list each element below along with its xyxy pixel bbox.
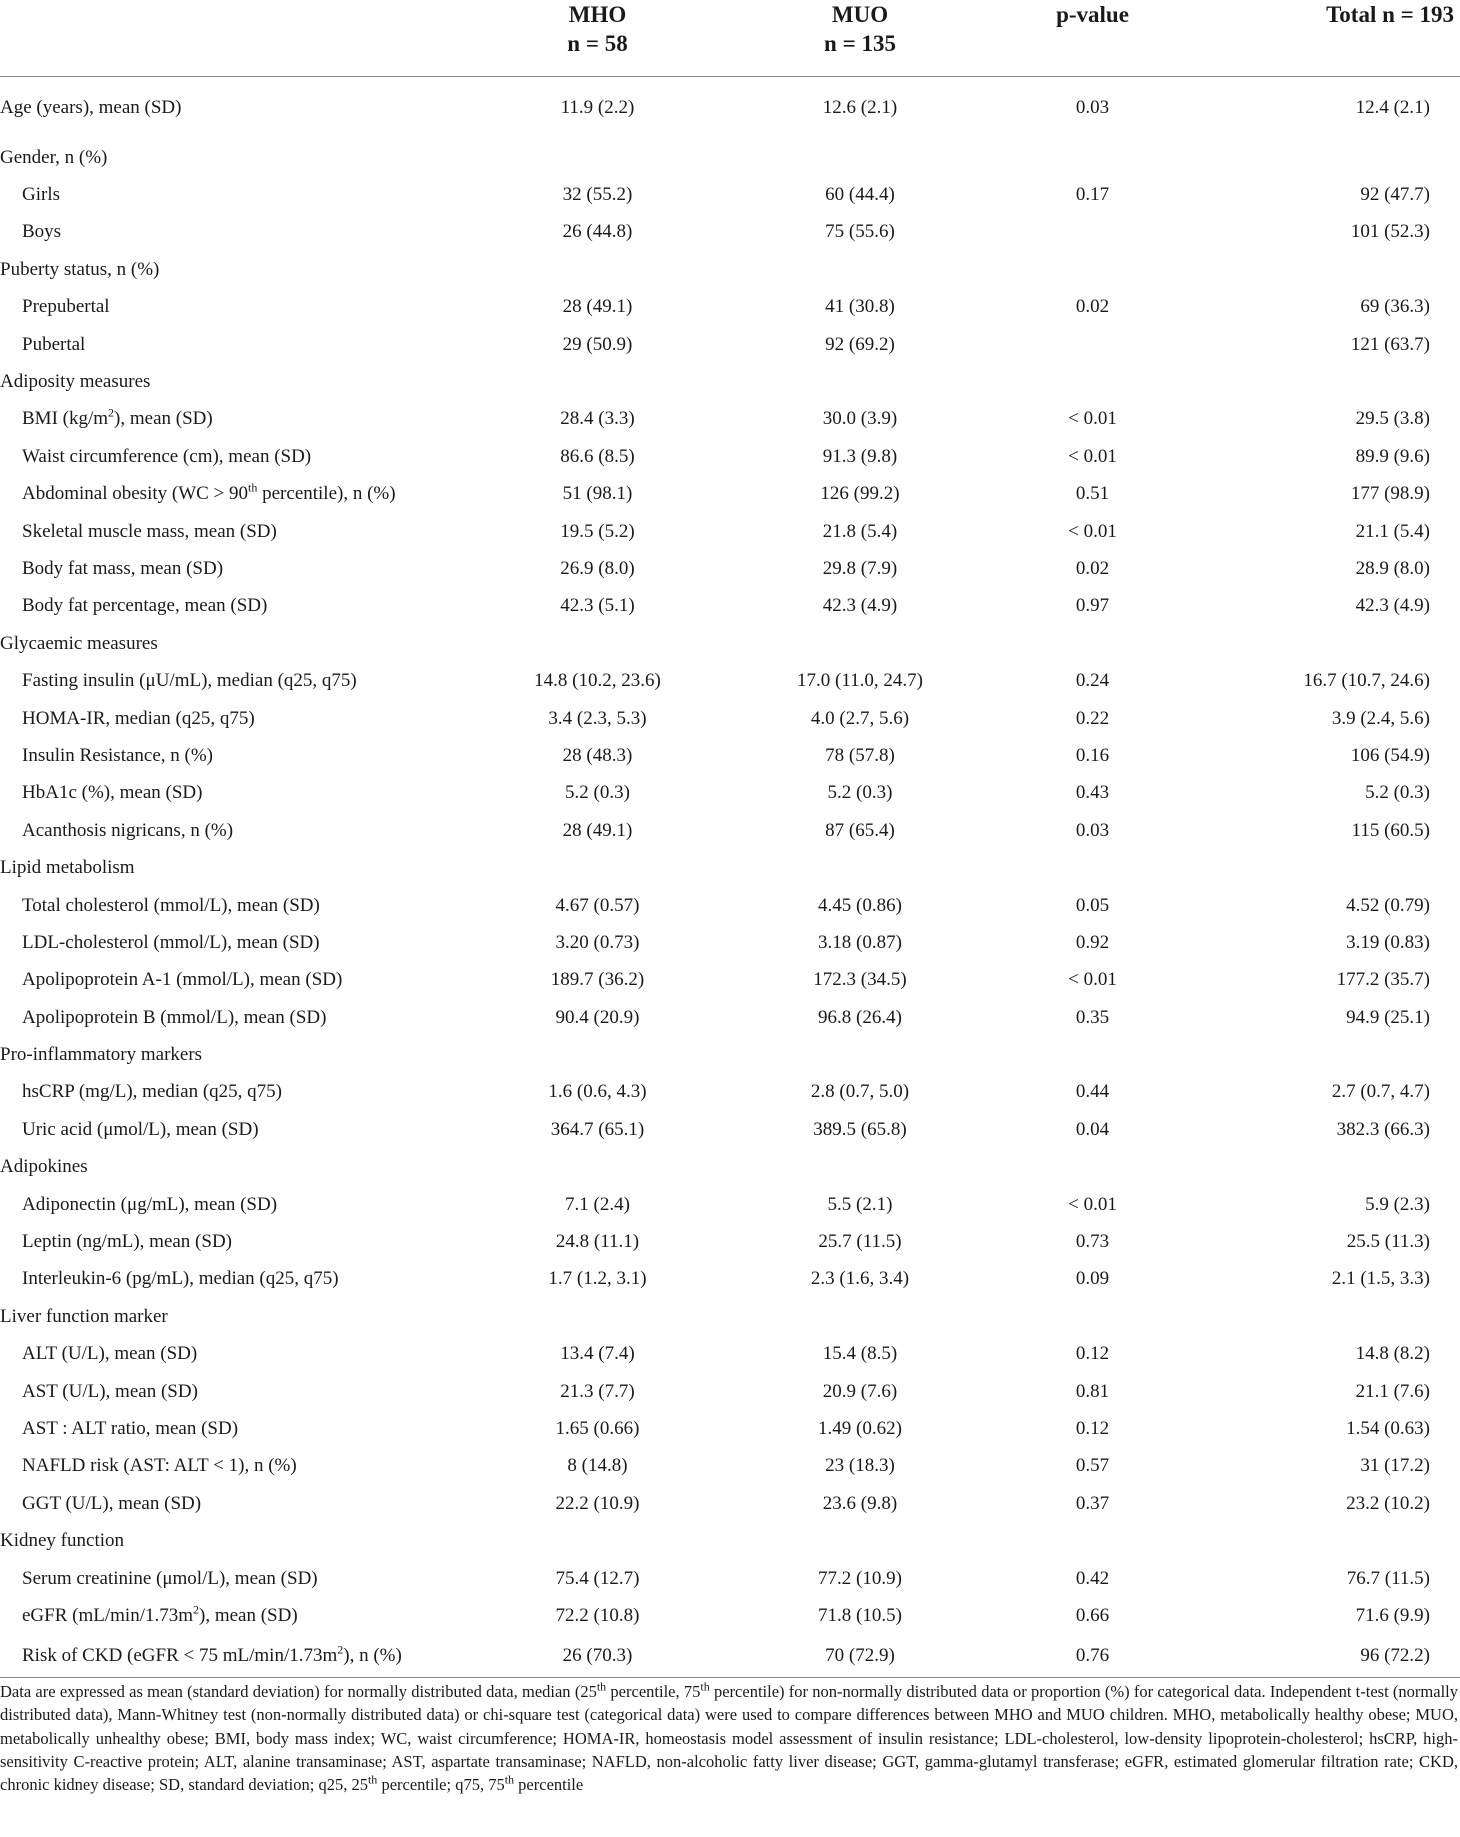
table-row [0, 1074, 1460, 1111]
cell-p-value: 0.16 [1075, 744, 1110, 766]
header-muo-title: MUO [831, 2, 889, 27]
header-mho-n: n = 58 [567, 31, 628, 56]
cell-p-value [995, 1149, 1190, 1186]
row-label: Waist circumference (cm), mean (SD) [22, 445, 312, 467]
row-label: ALT (U/L), mean (SD) [22, 1343, 198, 1365]
cell-p-value [995, 625, 1190, 662]
cell-p-value: 0.09 [1075, 1268, 1110, 1290]
row-label: Kidney function [0, 1530, 125, 1552]
cell-total: 382.3 (66.3) [1336, 1118, 1430, 1140]
table-section-row [0, 1298, 1460, 1335]
cell-mho: 26 (70.3) [470, 1635, 725, 1678]
row-label-text: ), mean (SD) [114, 408, 213, 430]
cell-muo [725, 1149, 995, 1186]
table-row [0, 1448, 1460, 1485]
cell-total: 89.9 (9.6) [1355, 445, 1430, 467]
cell-mho: 364.7 (65.1) [550, 1118, 645, 1140]
table-row [0, 401, 1460, 438]
cell-muo: 70 (72.9) [725, 1635, 995, 1678]
cell-p-value: 0.37 [1075, 1492, 1110, 1514]
row-label: Lipid metabolism [0, 857, 135, 879]
footnote-superscript: th [596, 1679, 607, 1694]
row-label: Adiponectin (μg/mL), mean (SD) [22, 1193, 278, 1215]
cell-total [1190, 1522, 1460, 1559]
cell-total: 5.9 (2.3) [1365, 1193, 1430, 1215]
cell-mho: 189.7 (36.2) [550, 969, 645, 991]
cell-total [1190, 251, 1460, 288]
cell-mho: 3.4 (2.3, 5.3) [548, 707, 647, 729]
row-label: Total cholesterol (mmol/L), mean (SD) [22, 894, 320, 916]
row-label: Insulin Resistance, n (%) [22, 744, 214, 766]
row-label: Pro-inflammatory markers [0, 1044, 203, 1066]
header-label-column [0, 0, 470, 77]
cell-mho: 32 (55.2) [562, 184, 633, 206]
table-row [0, 999, 1460, 1036]
row-label-text: percentile), n (%) [257, 483, 396, 505]
cell-mho: 19.5 (5.2) [560, 520, 635, 542]
cell-total: 3.19 (0.83) [1346, 931, 1430, 953]
cell-mho [470, 1522, 725, 1559]
row-label: Liver function marker [0, 1305, 168, 1327]
cell-mho [470, 251, 725, 288]
header-total [1190, 0, 1460, 77]
cell-mho [470, 139, 725, 176]
row-label: AST (U/L), mean (SD) [22, 1380, 198, 1402]
cell-total [1190, 1149, 1460, 1186]
footnote-text: percentile; q75, 75 [377, 1775, 505, 1795]
cell-muo: 78 (57.8) [825, 744, 895, 766]
cell-p-value: 0.76 [995, 1635, 1190, 1678]
cell-muo [725, 1522, 995, 1559]
cell-p-value [995, 1522, 1190, 1559]
cell-mho [470, 849, 725, 886]
cell-total: 1.54 (0.63) [1346, 1417, 1430, 1439]
table-section-row [0, 251, 1460, 288]
footnote-text: percentile [514, 1775, 584, 1795]
table-row [0, 1635, 1460, 1678]
table-row [0, 1410, 1460, 1447]
cell-p-value: 0.43 [1075, 782, 1110, 804]
cell-mho: 72.2 (10.8) [555, 1604, 640, 1626]
cell-mho: 26 (44.8) [562, 221, 633, 243]
table-section-row [0, 1149, 1460, 1186]
cell-p-value: 0.44 [1075, 1081, 1110, 1103]
cell-total: 14.8 (8.2) [1355, 1343, 1430, 1365]
cell-p-value: 0.92 [1075, 931, 1110, 953]
table-row [0, 1597, 1460, 1634]
row-label: Girls [22, 184, 60, 206]
cell-total: 71.6 (9.9) [1355, 1604, 1430, 1626]
cell-p-value [995, 214, 1190, 251]
row-label: hsCRP (mg/L), median (q25, q75) [22, 1081, 282, 1103]
table-section-row [0, 849, 1460, 886]
table-row [0, 438, 1460, 475]
table-footnote [0, 1680, 1458, 1796]
table-header [0, 0, 1460, 77]
cell-total: 25.5 (11.3) [1346, 1231, 1430, 1253]
header-p-value [995, 0, 1190, 77]
table-row [0, 1560, 1460, 1597]
cell-muo: 2.8 (0.7, 5.0) [810, 1081, 910, 1103]
table-row [0, 962, 1460, 999]
cell-mho: 1.6 (0.6, 4.3) [548, 1081, 647, 1103]
cell-mho: 1.65 (0.66) [555, 1417, 640, 1439]
cell-mho [470, 625, 725, 662]
footnote-text: percentile, 75 [606, 1682, 701, 1701]
row-label: Apolipoprotein A-1 (mmol/L), mean (SD) [22, 969, 343, 991]
cell-muo: 172.3 (34.5) [813, 969, 907, 991]
cell-p-value [995, 1298, 1190, 1335]
cell-mho: 3.20 (0.73) [555, 931, 640, 953]
row-label-text: eGFR (mL/min/1.73m [22, 1604, 193, 1626]
cell-p-value: 0.17 [1075, 184, 1110, 206]
cell-mho: 1.7 (1.2, 3.1) [548, 1268, 647, 1290]
cell-mho: 21.3 (7.7) [560, 1380, 635, 1402]
row-label: Acanthosis nigricans, n (%) [22, 819, 234, 841]
cell-mho: 14.8 (10.2, 23.6) [534, 670, 661, 692]
table-row [0, 1186, 1460, 1223]
cell-total: 42.3 (4.9) [1355, 595, 1430, 617]
cell-muo: 5.5 (2.1) [827, 1193, 893, 1215]
table-section-row [0, 625, 1460, 662]
cell-mho: 22.2 (10.9) [555, 1492, 640, 1514]
row-label [0, 476, 470, 513]
row-label: Body fat mass, mean (SD) [22, 557, 224, 579]
cell-mho: 29 (50.9) [562, 333, 633, 355]
cell-p-value: 0.03 [1075, 97, 1110, 118]
cell-mho: 4.67 (0.57) [555, 894, 640, 916]
table-body [0, 77, 1460, 1678]
cell-total: 177.2 (35.7) [1336, 969, 1430, 991]
cell-p-value [995, 1036, 1190, 1073]
cell-mho: 86.6 (8.5) [560, 445, 635, 467]
cell-mho: 42.3 (5.1) [560, 595, 635, 617]
cell-mho [470, 1149, 725, 1186]
cell-mho: 28 (49.1) [562, 296, 633, 318]
table-row [0, 289, 1460, 326]
cell-p-value: 0.12 [1075, 1343, 1110, 1365]
row-label: Age (years), mean (SD) [0, 97, 182, 118]
table-row [0, 1261, 1460, 1298]
cell-muo: 4.45 (0.86) [818, 894, 902, 916]
cell-mho: 13.4 (7.4) [560, 1343, 635, 1365]
cell-muo: 30.0 (3.9) [822, 408, 898, 430]
header-p-value-title: p-value [1056, 2, 1129, 27]
row-label: Adiposity measures [0, 371, 151, 393]
table-row [0, 1373, 1460, 1410]
cell-muo: 1.49 (0.62) [818, 1417, 902, 1439]
header-mho [470, 0, 725, 77]
cell-total: 16.7 (10.7, 24.6) [1303, 670, 1430, 692]
row-label: GGT (U/L), mean (SD) [22, 1492, 202, 1514]
row-label: Pubertal [22, 333, 86, 355]
cell-muo: 60 (44.4) [825, 184, 895, 206]
cell-mho: 28.4 (3.3) [560, 408, 635, 430]
row-label: HbA1c (%), mean (SD) [22, 782, 203, 804]
cell-muo: 15.4 (8.5) [822, 1343, 898, 1365]
table-row [0, 887, 1460, 924]
cell-total: 3.9 (2.4, 5.6) [1331, 707, 1430, 729]
table-section-row [0, 363, 1460, 400]
table-row [0, 924, 1460, 961]
cell-muo [725, 363, 995, 400]
row-label: HOMA-IR, median (q25, q75) [22, 707, 255, 729]
table-row [0, 775, 1460, 812]
table-row [0, 700, 1460, 737]
footnote-superscript: th [367, 1772, 378, 1787]
cell-p-value: < 0.01 [1068, 445, 1117, 467]
cell-mho: 5.2 (0.3) [565, 782, 630, 804]
cell-total: 101 (52.3) [1350, 221, 1430, 243]
table-row [0, 476, 1460, 513]
cell-muo: 92 (69.2) [825, 333, 895, 355]
cell-muo: 96.8 (26.4) [818, 1006, 902, 1028]
row-label-text: ), n (%) [343, 1644, 402, 1666]
cell-p-value: 0.97 [1075, 595, 1110, 617]
row-label: Prepubertal [22, 296, 110, 318]
cell-total: 2.1 (1.5, 3.3) [1331, 1268, 1430, 1290]
cell-mho: 28 (49.1) [562, 819, 633, 841]
cell-p-value: 0.81 [1075, 1380, 1110, 1402]
row-label [0, 1597, 470, 1634]
cell-total: 5.2 (0.3) [1365, 782, 1430, 804]
cell-total: 96 (72.2) [1190, 1635, 1460, 1678]
cell-mho: 7.1 (2.4) [565, 1193, 630, 1215]
cell-p-value [995, 139, 1190, 176]
row-label: NAFLD risk (AST: ALT < 1), n (%) [22, 1455, 297, 1477]
row-label: Skeletal muscle mass, mean (SD) [22, 520, 277, 542]
cell-total: 28.9 (8.0) [1355, 557, 1430, 579]
row-label-text: BMI (kg/m [22, 408, 109, 430]
footnote-superscript: th [700, 1679, 710, 1694]
cell-muo: 21.8 (5.4) [822, 520, 898, 542]
cell-p-value: 0.66 [1075, 1604, 1110, 1626]
cell-p-value: 0.51 [1075, 483, 1110, 505]
table-row [0, 513, 1460, 550]
cell-p-value: 0.04 [1075, 1118, 1110, 1140]
cell-total: 31 (17.2) [1360, 1455, 1430, 1477]
cell-total: 121 (63.7) [1350, 333, 1430, 355]
footnote-text: Data are expressed as mean (standard deviation) for normally distributed data, median (25 [0, 1682, 597, 1701]
row-label: AST : ALT ratio, mean (SD) [22, 1417, 239, 1439]
cell-muo: 42.3 (4.9) [822, 595, 898, 617]
cell-mho: 51 (98.1) [562, 483, 633, 505]
table-row [0, 1336, 1460, 1373]
cell-total [1190, 139, 1460, 176]
cell-total [1190, 849, 1460, 886]
cell-total: 2.7 (0.7, 4.7) [1331, 1081, 1430, 1103]
cell-total: 92 (47.7) [1360, 184, 1430, 206]
cell-p-value: < 0.01 [1068, 408, 1117, 430]
cell-muo [725, 1298, 995, 1335]
cell-mho [470, 1298, 725, 1335]
row-label: Puberty status, n (%) [0, 258, 160, 280]
cell-muo: 23 (18.3) [825, 1455, 895, 1477]
cell-mho: 24.8 (11.1) [555, 1231, 640, 1253]
cell-muo: 5.2 (0.3) [827, 782, 893, 804]
cell-total: 4.52 (0.79) [1346, 894, 1430, 916]
cell-p-value: 0.12 [1075, 1417, 1110, 1439]
cell-muo: 4.0 (2.7, 5.6) [810, 707, 910, 729]
cell-muo: 20.9 (7.6) [822, 1380, 898, 1402]
row-label [0, 1635, 470, 1678]
cell-mho: 26.9 (8.0) [560, 557, 635, 579]
cell-p-value: < 0.01 [1068, 1193, 1117, 1215]
cell-p-value: 0.35 [1075, 1006, 1110, 1028]
header-mho-title: MHO [568, 2, 627, 27]
cell-muo [725, 1036, 995, 1073]
cell-p-value: 0.24 [1075, 670, 1110, 692]
cell-p-value: 0.05 [1075, 894, 1110, 916]
header-muo [725, 0, 995, 77]
row-label-superscript: 2 [337, 1642, 344, 1657]
row-label: Leptin (ng/mL), mean (SD) [22, 1231, 233, 1253]
cell-muo: 3.18 (0.87) [818, 931, 902, 953]
cell-muo: 87 (65.4) [825, 819, 895, 841]
row-label: Fasting insulin (μU/mL), median (q25, q75) [22, 670, 357, 692]
cell-muo [725, 139, 995, 176]
row-label: Glycaemic measures [0, 632, 158, 654]
table-section-row [0, 1036, 1460, 1073]
cell-p-value: < 0.01 [1068, 969, 1117, 991]
row-label-text: Abdominal obesity (WC > 90 [22, 483, 249, 505]
row-label: Interleukin-6 (pg/mL), median (q25, q75) [22, 1268, 339, 1290]
cell-mho: 75.4 (12.7) [555, 1567, 640, 1589]
cell-total: 69 (36.3) [1360, 296, 1430, 318]
row-label [0, 401, 470, 438]
cell-total: 21.1 (5.4) [1355, 520, 1430, 542]
table-section-row [0, 77, 1460, 140]
cell-muo [725, 251, 995, 288]
cell-total [1190, 1036, 1460, 1073]
cell-mho: 11.9 (2.2) [560, 97, 635, 118]
header-row [0, 0, 1460, 77]
cell-total [1190, 625, 1460, 662]
cell-muo: 389.5 (65.8) [813, 1118, 907, 1140]
row-label-superscript: 2 [193, 1602, 199, 1617]
cell-total: 177 (98.9) [1350, 483, 1430, 505]
cell-mho: 8 (14.8) [567, 1455, 628, 1477]
row-label-text: Risk of CKD (eGFR < 75 mL/min/1.73m [22, 1644, 338, 1666]
row-label: Apolipoprotein B (mmol/L), mean (SD) [22, 1006, 327, 1028]
cell-total: 12.4 (2.1) [1355, 97, 1430, 118]
cell-total: 29.5 (3.8) [1355, 408, 1430, 430]
cell-total: 106 (54.9) [1350, 744, 1430, 766]
row-label-superscript: 2 [108, 406, 115, 421]
cell-total [1190, 363, 1460, 400]
cell-p-value: < 0.01 [1068, 520, 1117, 542]
row-label: Uric acid (μmol/L), mean (SD) [22, 1118, 259, 1140]
table-row [0, 176, 1460, 213]
table-row [0, 662, 1460, 699]
cell-mho: 28 (48.3) [562, 744, 633, 766]
cell-p-value: 0.02 [1075, 557, 1110, 579]
table-row [0, 550, 1460, 587]
row-label: Boys [22, 221, 62, 243]
cell-p-value [995, 363, 1190, 400]
row-label: Body fat percentage, mean (SD) [22, 595, 268, 617]
cell-mho [470, 363, 725, 400]
cell-muo: 71.8 (10.5) [818, 1604, 902, 1626]
table-row [0, 737, 1460, 774]
cell-muo: 75 (55.6) [825, 221, 895, 243]
header-total-title: Total n = 193 [1326, 2, 1454, 27]
cell-p-value [995, 849, 1190, 886]
cell-muo: 41 (30.8) [825, 296, 895, 318]
cell-muo: 126 (99.2) [820, 483, 900, 505]
table-row [0, 1223, 1460, 1260]
cell-total: 21.1 (7.6) [1355, 1380, 1430, 1402]
cell-p-value: 0.42 [1075, 1567, 1110, 1589]
cell-total [1190, 1298, 1460, 1335]
table-section-row [0, 1522, 1460, 1559]
footnote-superscript: th [504, 1772, 515, 1787]
footnote-text: percentile) for non-normally distributed data or proportion (%) for categorical data. Independent t-test (normally distributed data), Mann-Whitney test (non-normally distributed data) or chi-square test (categorical data) were used to compare differences between MHO and MUO children. MHO, metabolically healthy obese; MUO, metabolically unhealthy obese; BMI, body mass index; WC, waist circumference; HOMA-IR, homeostasis model assessment of insulin resistance; LDL-cholesterol, low-density lipoprotein-cholesterol; hsCRP, high-sensitivity C-reactive protein; ALT, alanine transaminase; AST, aspartate transaminase; NAFLD, non-alcoholic fatty liver disease; GGT, gamma-glutamyl transferase; eGFR, estimated glomerular filtration rate; CKD, chronic kidney disease; SD, standard deviation; q25, 25 [0, 1682, 1458, 1795]
row-label-superscript: th [248, 480, 258, 495]
cell-muo: 77.2 (10.9) [818, 1567, 902, 1589]
table-row [0, 588, 1460, 625]
cell-p-value [995, 326, 1190, 363]
cell-muo: 25.7 (11.5) [818, 1231, 902, 1253]
cell-p-value: 0.57 [1075, 1455, 1110, 1477]
cell-p-value: 0.73 [1075, 1231, 1110, 1253]
row-label: Adipokines [0, 1156, 88, 1178]
row-label: LDL-cholesterol (mmol/L), mean (SD) [22, 931, 320, 953]
table-row [0, 812, 1460, 849]
row-label: Gender, n (%) [0, 146, 108, 168]
cell-total: 23.2 (10.2) [1346, 1492, 1430, 1514]
cell-p-value: 0.22 [1075, 707, 1110, 729]
cell-muo: 12.6 (2.1) [822, 97, 898, 118]
cell-mho: 90.4 (20.9) [555, 1006, 640, 1028]
header-muo-n: n = 135 [824, 31, 896, 56]
row-label: Serum creatinine (μmol/L), mean (SD) [22, 1567, 318, 1589]
table-section-row [0, 139, 1460, 176]
cell-muo: 17.0 (11.0, 24.7) [797, 670, 923, 692]
cell-total: 115 (60.5) [1351, 819, 1430, 841]
cell-mho [470, 1036, 725, 1073]
row-label-text: ), mean (SD) [199, 1604, 298, 1626]
cell-p-value: 0.02 [1075, 296, 1110, 318]
cell-muo: 23.6 (9.8) [822, 1492, 898, 1514]
table-row [0, 1111, 1460, 1148]
table-row [0, 1485, 1460, 1522]
cell-muo [725, 625, 995, 662]
cell-muo: 91.3 (9.8) [822, 445, 898, 467]
table-row [0, 214, 1460, 251]
cell-muo [725, 849, 995, 886]
cell-p-value: 0.03 [1075, 819, 1110, 841]
cell-total: 76.7 (11.5) [1346, 1567, 1430, 1589]
cell-muo: 2.3 (1.6, 3.4) [810, 1268, 910, 1290]
cell-total: 94.9 (25.1) [1346, 1006, 1430, 1028]
table-row [0, 326, 1460, 363]
cell-p-value [995, 251, 1190, 288]
cell-muo: 29.8 (7.9) [822, 557, 898, 579]
